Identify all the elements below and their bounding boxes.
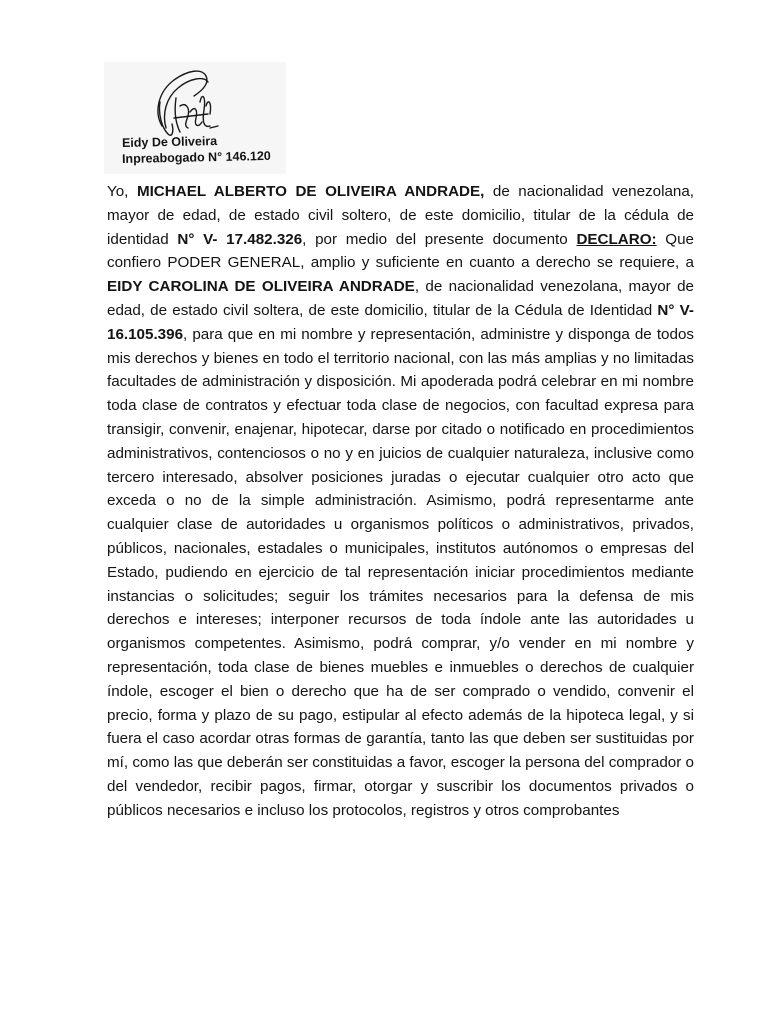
text-segment: , para que en mi nombre y representación, administre y disponga de todos mis derechos y bienes en todo el territorio nacional, con las más amplias y no limitadas facultades de administración y disposición. Mi apoderada podrá celebrar en mi nombre toda clase de contratos y efectuar toda clase de negocios, con facultad expresa para transigir, convenir, enajenar, hipotecar, darse por citado o notificado en procedimientos administrativos, contenciosos o no y en juicios de cualquier naturaleza, inclusive como tercero interesado, absolver posiciones juradas o ejecutar cualquier otro acto que exceda o no de la simple administración. Asimismo, podrá representarme ante cualquier clase de autoridades u organismos políticos o administrativos, privados, públicos, nacionales, estadales o municipales, institutos autónomos o empresas del Estado, pudiendo en ejercicio de tal representación iniciar procedimientos mediante instancias o solicitudes; seguir los trámites necesarios para la defensa de mis derechos e intereses; interponer recursos de toda índole ante las autoridades u organismos competentes. Asimismo, podrá comprar, y/o vender en mi nombre y representación, toda clase de bienes muebles e inmuebles o derechos de cualquier índole, escoger el bien o derecho que ha de ser comprado o vendido, convenir el precio, forma y plazo de su pago, estipular al efecto además de la hipoteca legal, y si fuera el caso acordar otras formas de garantía, tanto las que deben ser sustituidas por mí, como las que deberán ser constituidas a favor, escoger la persona del comprador o del vendedor, recibir pagos, firmar, otorgar y suscribir los documentos privados o públicos necesarios e incluso los protocolos, registros y otros comprobantes [107,325,694,819]
stamp-registration: Inpreabogado N° 146.120 [121,148,271,166]
grantor-name: MICHAEL ALBERTO DE OLIVEIRA ANDRADE, [136,183,485,200]
text-segment: , por medio del presente documento [302,230,577,248]
attorney-id: N° V- 16.105.396 [107,301,694,343]
declare-keyword: DECLARO: [576,230,657,248]
stamp-name: Eidy De Oliveira [121,134,218,150]
text-segment: Yo, [107,183,137,200]
power-of-attorney-text [107,180,694,823]
lawyer-stamp [104,62,286,174]
text-segment: Que confiero PODER GENERAL, amplio y suficiente en cuanto a derecho se requiere, a [107,230,695,272]
attorney-name: EIDY CAROLINA DE OLIVEIRA ANDRADE [107,278,415,296]
text-segment: , de nacionalidad venezolana, mayor de edad, de estado civil soltera, de este domicilio, titular de la Cédula de Identidad [107,278,694,319]
grantor-id: N° V- 17.482.326 [177,230,303,248]
text-segment: de nacionalidad venezolana, mayor de edad, de estado civil soltero, de este domicilio, titular de la cédula de identidad [107,183,695,248]
